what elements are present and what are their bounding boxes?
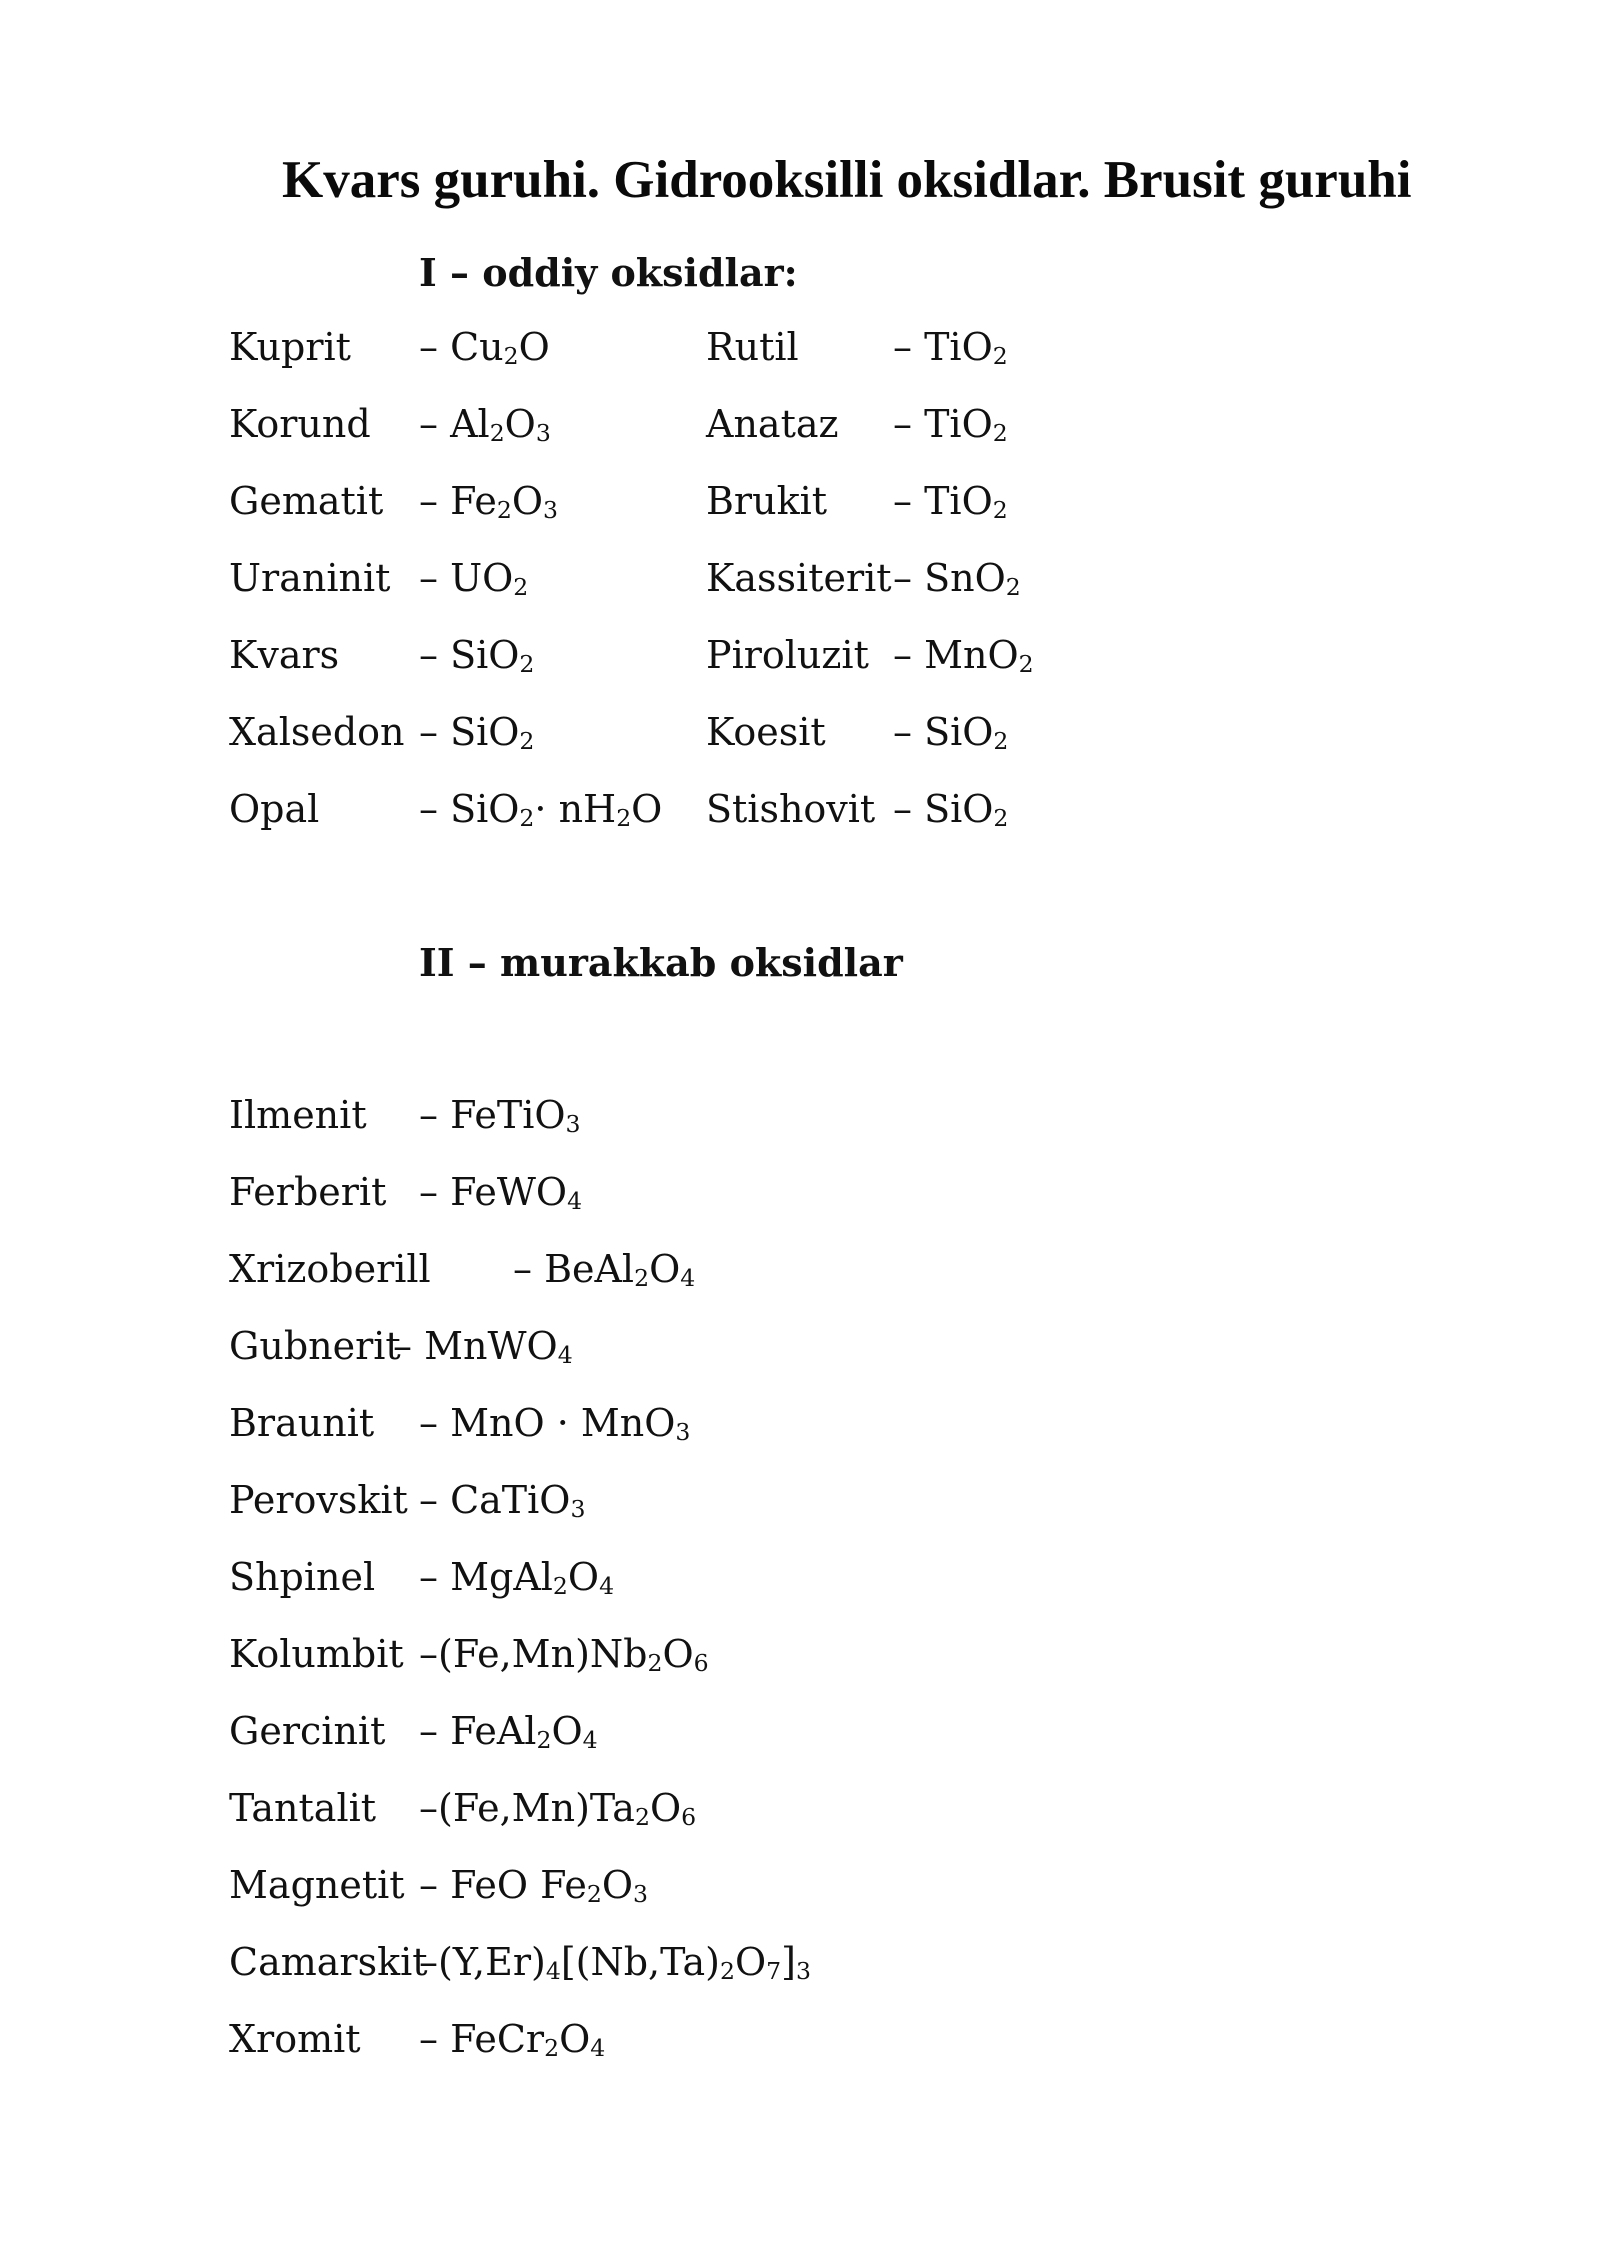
mineral-name: Gubnerit (229, 1324, 401, 1368)
mineral-name: Korund (229, 402, 371, 446)
mineral-formula: – $Cu_2O$ (419, 325, 550, 371)
mineral-formula: – SiO$_2$ (419, 710, 535, 756)
mineral-formula: – $Fe_2O_3$ (419, 479, 558, 525)
mineral-name: Uraninit (229, 556, 391, 600)
mineral-name: Koesit (706, 710, 826, 754)
mineral-name: Braunit (229, 1401, 375, 1445)
mineral-name: Tantalit (229, 1786, 377, 1830)
mineral-name: Xrizoberill (229, 1247, 431, 1291)
mineral-formula: – $BeAl_2O_4$ (513, 1247, 696, 1293)
mineral-formula: – CaTiO$_3$ (419, 1478, 586, 1524)
mineral-formula: – SnO$_2$ (893, 556, 1021, 602)
mineral-name: Rutil (706, 325, 799, 369)
mineral-name: Kolumbit (229, 1632, 404, 1676)
mineral-formula: – SiO$_2$ (893, 787, 1009, 833)
mineral-formula: – $MgAl_2O_4$ (419, 1555, 615, 1601)
mineral-formula: – TiO$_2$ (893, 479, 1008, 525)
section1-heading: I – oddiy oksidlar: (419, 250, 798, 295)
mineral-formula: – TiO$_2$ (893, 402, 1008, 448)
mineral-formula: – $SiO_2\cdot nH_2O$ (419, 787, 663, 833)
mineral-name: Brukit (706, 479, 828, 523)
mineral-formula: – $UO_2$ (419, 556, 529, 602)
mineral-formula: – FeTiO$_3$ (419, 1093, 581, 1139)
mineral-formula: $-(Fe,Mn)Ta_2O_6$ (419, 1786, 697, 1832)
mineral-name: Xromit (229, 2017, 361, 2061)
mineral-name: Ferberit (229, 1170, 387, 1214)
mineral-formula: – MnO · MnO$_3$ (419, 1401, 691, 1447)
mineral-formula: – SiO$_2$ (893, 710, 1009, 756)
mineral-name: Ilmenit (229, 1093, 367, 1137)
mineral-formula: – MnWO$_4$ (393, 1324, 573, 1370)
mineral-name: Camarskit (229, 1940, 428, 1984)
mineral-name: Kuprit (229, 325, 351, 369)
mineral-name: Xalsedon (229, 710, 405, 754)
mineral-formula: – MnO$_2$ (893, 633, 1034, 679)
mineral-name: Stishovit (706, 787, 876, 831)
mineral-formula: – SiO$_2$ (419, 633, 535, 679)
mineral-name: Piroluzit (706, 633, 869, 677)
mineral-name: Opal (229, 787, 320, 831)
mineral-name: Kvars (229, 633, 340, 677)
mineral-formula: $-(Y,Er)_4[(Nb,Ta)_2O_7]_3$ (419, 1940, 811, 1986)
mineral-name: Perovskit (229, 1478, 408, 1522)
mineral-formula: – TiO$_2$ (893, 325, 1008, 371)
mineral-formula: $-(Fe,Mn)Nb_2O_6$ (419, 1632, 709, 1678)
mineral-formula: – $Al_2O_3$ (419, 402, 551, 448)
mineral-name: Anataz (706, 402, 839, 446)
mineral-name: Magnetit (229, 1863, 405, 1907)
mineral-formula: – $FeAl_2O_4$ (419, 1709, 598, 1755)
mineral-name: Kassiterit (706, 556, 892, 600)
page-title: Kvars guruhi. Gidrooksilli oksidlar. Brusit guruhi (282, 151, 1412, 209)
section2-heading: II – murakkab oksidlar (419, 940, 903, 985)
mineral-name: Gematit (229, 479, 384, 523)
mineral-name: Shpinel (229, 1555, 376, 1599)
mineral-formula: – FeWO$_4$ (419, 1170, 583, 1216)
mineral-formula: – $FeCr_2O_4$ (419, 2017, 606, 2063)
mineral-name: Gercinit (229, 1709, 386, 1753)
mineral-formula: – FeO $Fe_2O_3$ (419, 1863, 648, 1909)
